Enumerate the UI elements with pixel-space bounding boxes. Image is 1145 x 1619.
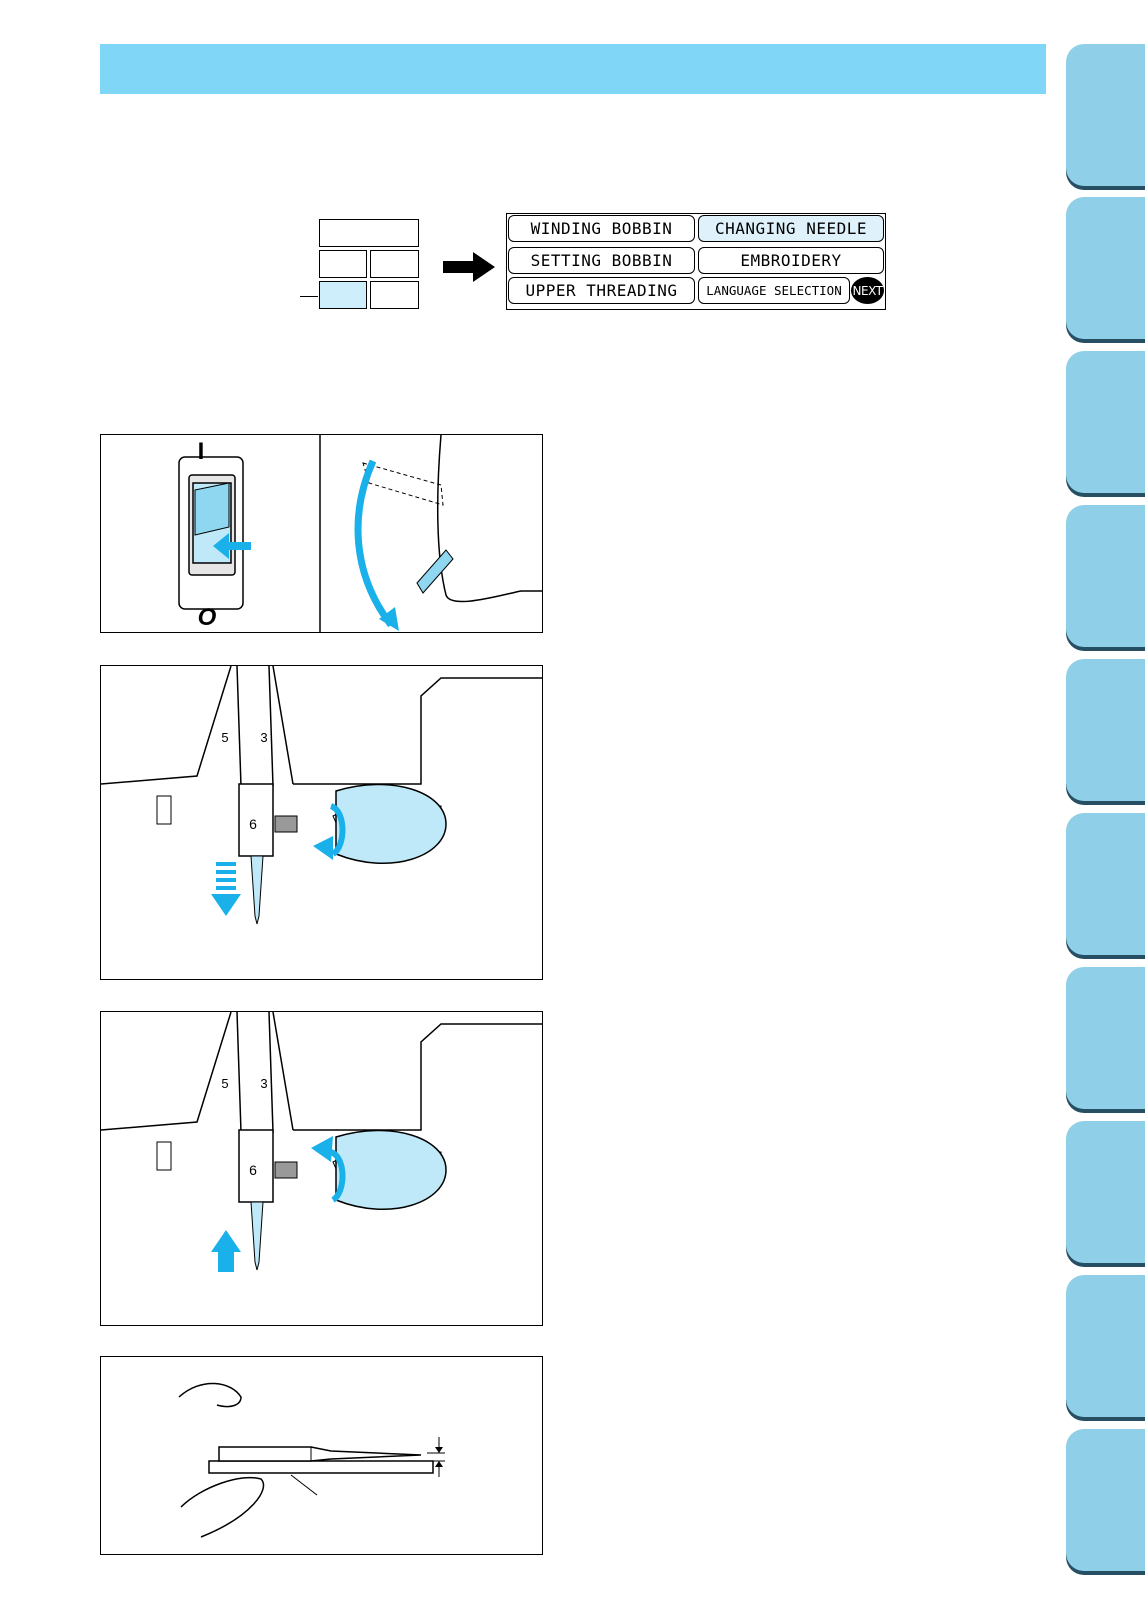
dial-right-label: 3 <box>260 730 268 745</box>
side-tab-3[interactable] <box>1066 351 1145 493</box>
lcd-button-setting-bobbin[interactable]: SETTING BOBBIN <box>508 247 695 274</box>
dial-left-label: 5 <box>221 1076 229 1091</box>
side-tab-9[interactable] <box>1066 1275 1145 1417</box>
keypad-key-mid-right[interactable] <box>370 250 419 278</box>
dial-left-label: 5 <box>221 730 229 745</box>
header-bar <box>100 44 1046 94</box>
keypad-key-bottom-right[interactable] <box>370 281 419 309</box>
lcd-button-winding-bobbin[interactable]: WINDING BOBBIN <box>508 215 695 242</box>
lcd-button-embroidery[interactable]: EMBROIDERY <box>698 247 884 274</box>
switch-on-label: I <box>197 438 205 465</box>
switch-off-label: O <box>197 604 217 631</box>
callout-leader-line <box>300 296 318 297</box>
side-tab-6[interactable] <box>1066 813 1145 955</box>
keypad-key-top[interactable] <box>319 219 419 247</box>
right-arrow-icon <box>443 252 495 282</box>
figure-power-switch <box>100 434 543 633</box>
lcd-screen <box>506 213 886 310</box>
side-tab-4[interactable] <box>1066 505 1145 647</box>
clamp-number-label: 6 <box>249 1162 257 1178</box>
side-tab-2[interactable] <box>1066 197 1145 339</box>
lcd-next-button[interactable]: NEXT <box>851 277 884 304</box>
lcd-button-changing-needle[interactable]: CHANGING NEEDLE <box>698 215 884 242</box>
figure-remove-needle <box>100 665 543 980</box>
side-tab-8[interactable] <box>1066 1121 1145 1263</box>
side-tab-10[interactable] <box>1066 1429 1145 1571</box>
side-tab-7[interactable] <box>1066 967 1145 1109</box>
figure-check-needle <box>100 1356 543 1555</box>
keypad-key-mid-left[interactable] <box>319 250 367 278</box>
keypad-key-help-selected[interactable] <box>319 281 367 309</box>
lcd-button-upper-threading[interactable]: UPPER THREADING <box>508 277 695 304</box>
dial-right-label: 3 <box>260 1076 268 1091</box>
figure-insert-needle <box>100 1011 543 1326</box>
clamp-number-label: 6 <box>249 816 257 832</box>
lcd-button-language-selection[interactable]: LANGUAGE SELECTION <box>698 277 850 304</box>
side-tab-1[interactable] <box>1066 44 1145 186</box>
side-tab-5[interactable] <box>1066 659 1145 801</box>
